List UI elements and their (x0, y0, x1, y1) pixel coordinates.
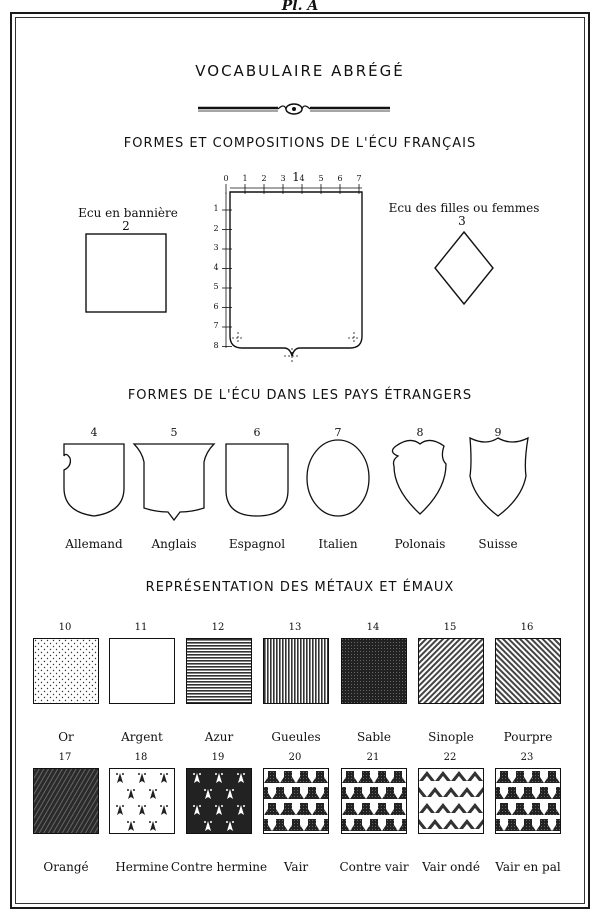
tincture-tile-vair (495, 768, 561, 834)
tincture-tile-plain (109, 638, 175, 704)
tincture-label: Contre vair (339, 860, 409, 874)
ruler-left-label: 5 (213, 282, 219, 291)
plate-number: Pl. A (281, 0, 319, 14)
tincture-tile-horizontal (186, 638, 252, 704)
foreign-shield-label: Espagnol (228, 537, 286, 551)
foreign-shield-label: Anglais (151, 537, 197, 551)
ruler-left-label: 1 (213, 204, 219, 213)
tincture-label: Sinople (428, 730, 474, 744)
tincture-number: 22 (443, 752, 457, 763)
ruler-left-label: 3 (213, 243, 219, 252)
foreign-shield-number: 8 (416, 426, 424, 439)
tincture-label: Vair en pal (495, 860, 561, 874)
foreign-shield-number: 9 (494, 426, 502, 439)
section-heading-french-shield: FORMES ET COMPOSITIONS DE L'ÉCU FRANÇAIS (123, 136, 477, 151)
ruler-top-label: 1 (242, 174, 248, 183)
tincture-tile-vair-wave (418, 768, 484, 834)
banner-shield-label: Ecu en bannière (78, 206, 178, 220)
tincture-label: Vair (283, 860, 309, 874)
foreign-shield-number: 7 (334, 426, 342, 439)
tincture-number: 17 (58, 752, 72, 763)
tincture-label: Contre hermine (170, 860, 268, 874)
tincture-tile-cross (341, 638, 407, 704)
tincture-number: 19 (211, 752, 225, 763)
foreign-shield-label: Italien (318, 537, 358, 551)
tincture-tile-diag-left (495, 638, 561, 704)
tincture-tile-dots (33, 638, 99, 704)
shield-suisse-shape (470, 438, 528, 516)
foreign-shield-label: Allemand (65, 537, 123, 551)
ruler-top-label: 3 (280, 174, 286, 183)
tincture-label: Hermine (115, 860, 169, 874)
tincture-number: 23 (520, 752, 534, 763)
tincture-label: Orangé (43, 860, 89, 874)
tincture-label: Pourpre (503, 730, 553, 744)
ruler-left-label: 6 (213, 301, 219, 311)
ruler-left-label: 7 (213, 321, 219, 330)
tincture-tile-diag-right (418, 638, 484, 704)
tincture-number: 12 (211, 622, 225, 633)
section-heading-tinctures: REPRÉSENTATION DES MÉTAUX ET ÉMAUX (145, 580, 455, 595)
shield-italien-shape (307, 440, 369, 516)
tincture-number: 21 (366, 752, 380, 763)
ruler-top-label: 0 (223, 174, 229, 183)
tincture-label: Vair ondé (422, 860, 480, 874)
tincture-label: Gueules (271, 730, 321, 744)
tincture-tile-ermine (109, 768, 175, 834)
tincture-tile-vair (263, 768, 329, 834)
tincture-label: Argent (121, 730, 163, 744)
tincture-number: 20 (288, 752, 302, 763)
tincture-tile-vertical (263, 638, 329, 704)
tincture-tile-orange (33, 768, 99, 834)
lozenge-label: Ecu des filles ou femmes (388, 201, 540, 215)
tincture-tile-vair (341, 768, 407, 834)
ruler-top-label: 6 (337, 174, 343, 183)
foreign-shield-number: 4 (90, 426, 98, 439)
ruler-left-label: 2 (213, 223, 219, 233)
foreign-shield-number: 6 (253, 426, 261, 439)
tincture-number: 16 (520, 622, 534, 633)
tincture-number: 10 (58, 622, 72, 633)
tincture-tile-counter-ermine (186, 768, 252, 834)
tincture-number: 11 (134, 622, 148, 633)
foreign-shield-number: 5 (170, 426, 178, 439)
tincture-number: 15 (443, 622, 457, 633)
ruler-top-label: 4 (299, 174, 305, 183)
ruler-top-label: 2 (261, 174, 267, 183)
tincture-label: Azur (204, 730, 234, 744)
tincture-label: Sable (357, 730, 391, 744)
tincture-number: 18 (134, 752, 148, 763)
shield-espagnol-shape (226, 444, 288, 516)
tincture-number: 14 (366, 622, 380, 633)
tincture-label: Or (58, 730, 74, 744)
banner-shield-number: 2 (122, 219, 130, 233)
foreign-shield-label: Polonais (394, 537, 446, 551)
lozenge-number: 3 (458, 214, 466, 228)
ruler-top-label: 5 (318, 174, 324, 183)
ruler-left-label: 8 (213, 340, 219, 350)
page-title: VOCABULAIRE ABRÉGÉ (195, 62, 405, 80)
ruler-left-label: 4 (213, 262, 219, 272)
ruler-top-label: 7 (356, 174, 362, 183)
tincture-number: 13 (288, 622, 302, 633)
shield-polonais-shape (392, 440, 446, 514)
section-heading-foreign-shields: FORMES DE L'ÉCU DANS LES PAYS ÉTRANGERS (127, 388, 473, 403)
foreign-shield-label: Suisse (478, 537, 518, 551)
french-shield-number: 1 (292, 170, 300, 184)
shield-allemand-shape (64, 444, 124, 516)
shield-anglais-shape (134, 444, 214, 520)
